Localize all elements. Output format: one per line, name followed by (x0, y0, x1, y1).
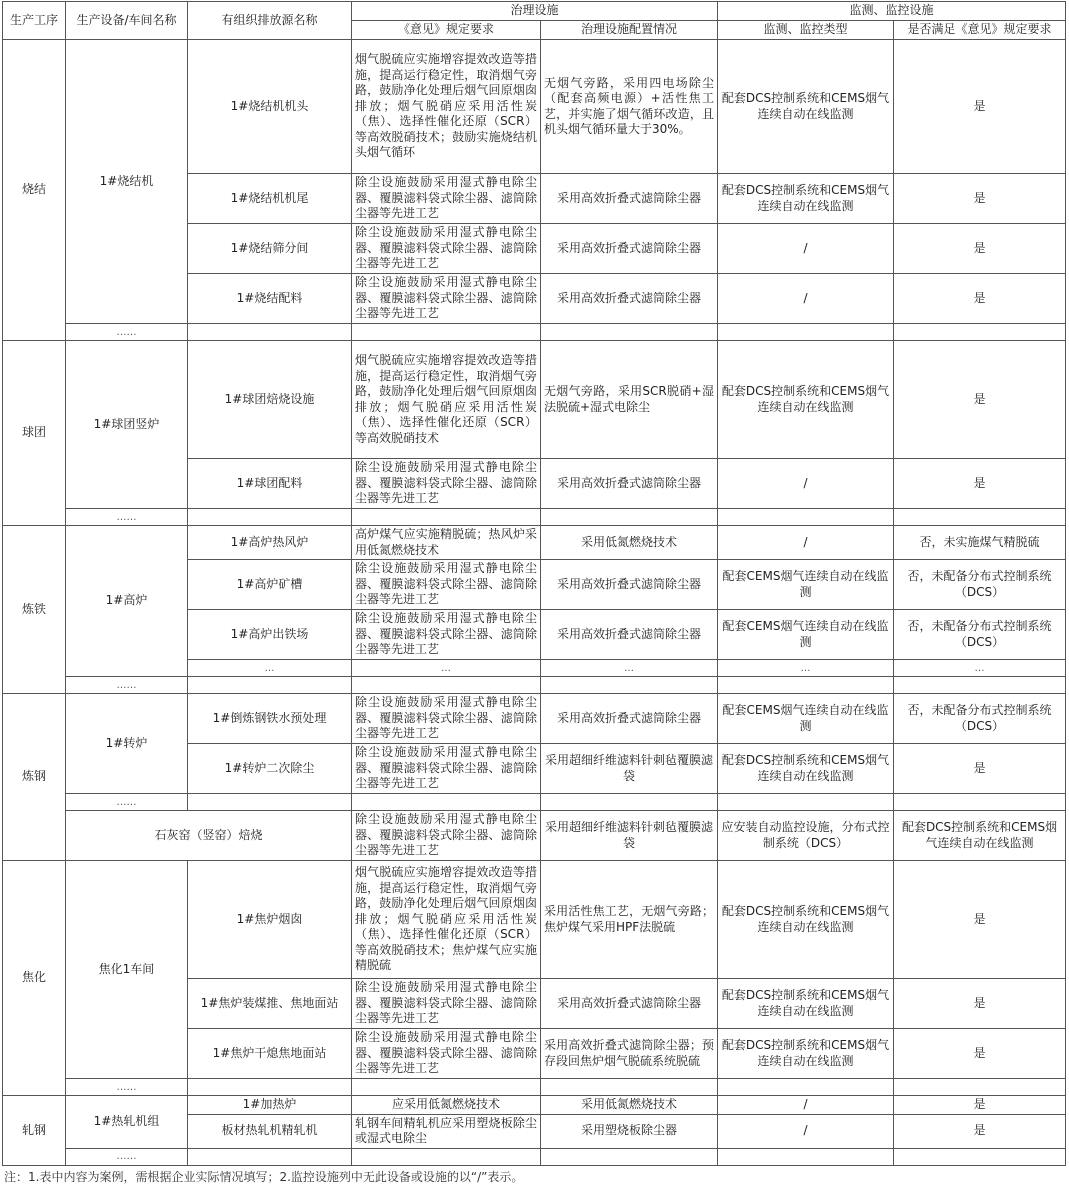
ellipsis-cell: … (718, 660, 894, 677)
requirement-cell: 高炉煤气应实施精脱硫；热风炉采用低氮燃烧技术 (352, 526, 541, 560)
config-cell: 采用高效折叠式滤筒除尘器 (541, 694, 718, 744)
source-cell: 1#高炉出铁场 (188, 610, 352, 660)
source-cell: 1#烧结机机头 (188, 40, 352, 174)
requirement-cell: 除尘设施鼓励采用湿式静电除尘器、覆膜滤料袋式除尘器、滤筒除尘器等先进工艺 (352, 459, 541, 509)
process-cell: 焦化 (3, 861, 66, 1096)
compliance-cell: 是 (894, 1096, 1066, 1115)
compliance-cell: 是 (894, 459, 1066, 509)
header-treatment-group: 治理设施 (352, 2, 718, 21)
compliance-cell: 否，未配备分布式控制系统（DCS） (894, 610, 1066, 660)
requirement-cell: 除尘设施鼓励采用湿式静电除尘器、覆膜滤料袋式除尘器、滤筒除尘器等先进工艺 (352, 560, 541, 610)
compliance-cell: 是 (894, 174, 1066, 224)
config-cell: 采用高效折叠式滤筒除尘器；预存段回焦炉烟气脱硫系统脱硫 (541, 1029, 718, 1079)
config-cell: 无烟气旁路，采用四电场除尘（配套高频电源）+活性焦工艺，并实施了烟气循环改造，且机头烟气循环量大于30%。 (541, 40, 718, 174)
table-row (3, 861, 1066, 979)
config-cell: 采用高效折叠式滤筒除尘器 (541, 560, 718, 610)
compliance-cell: 否，未配备分布式控制系统（DCS） (894, 560, 1066, 610)
config-cell: 采用高效折叠式滤筒除尘器 (541, 979, 718, 1029)
compliance-cell: 是 (894, 1114, 1066, 1148)
compliance-cell: 是 (894, 744, 1066, 794)
source-cell: 1#烧结机机尾 (188, 174, 352, 224)
source-cell: 1#球团配料 (188, 459, 352, 509)
process-cell: 轧钢 (3, 1096, 66, 1166)
config-cell: 采用低氮燃烧技术 (541, 526, 718, 560)
config-cell: 采用高效折叠式滤筒除尘器 (541, 224, 718, 274)
equipment-cell: 1#热轧机组 (66, 1096, 188, 1149)
monitor-type-cell: / (718, 459, 894, 509)
requirement-cell: 除尘设施鼓励采用湿式静电除尘器、覆膜滤料袋式除尘器、滤筒除尘器等先进工艺 (352, 274, 541, 324)
header-row-1 (3, 2, 1066, 21)
ellipsis-cell: … (352, 660, 541, 677)
header-monitoring-group: 监测、监控设施 (718, 2, 1066, 21)
ellipsis-cell: … (894, 660, 1066, 677)
header-monitor-type: 监测、监控类型 (718, 21, 894, 40)
table-row (3, 1096, 1066, 1115)
table-row (3, 341, 1066, 459)
ellipsis-row (3, 1148, 1066, 1165)
ellipsis-cell: … (188, 660, 352, 677)
equipment-cell: 1#烧结机 (66, 40, 188, 324)
ellipsis-cell: …… (66, 1148, 188, 1165)
equipment-cell: 1#球团竖炉 (66, 341, 188, 509)
requirement-cell: 除尘设施鼓励采用湿式静电除尘器、覆膜滤料袋式除尘器、滤筒除尘器等先进工艺 (352, 694, 541, 744)
monitor-type-cell: 配套DCS控制系统和CEMS烟气连续自动在线监测 (718, 979, 894, 1029)
ellipsis-row (3, 509, 1066, 526)
compliance-cell: 是 (894, 40, 1066, 174)
source-cell: 1#高炉热风炉 (188, 526, 352, 560)
monitor-type-cell: 配套DCS控制系统和CEMS烟气连续自动在线监测 (718, 861, 894, 979)
monitor-type-cell: 配套DCS控制系统和CEMS烟气连续自动在线监测 (718, 1029, 894, 1079)
source-cell: 1#球团焙烧设施 (188, 341, 352, 459)
compliance-cell: 是 (894, 274, 1066, 324)
monitor-type-cell: 配套DCS控制系统和CEMS烟气连续自动在线监测 (718, 40, 894, 174)
table-row (3, 694, 1066, 744)
monitor-type-cell: 配套DCS控制系统和CEMS烟气连续自动在线监测 (718, 174, 894, 224)
config-cell: 采用高效折叠式滤筒除尘器 (541, 174, 718, 224)
ellipsis-row (3, 1079, 1066, 1096)
monitor-type-cell: / (718, 274, 894, 324)
source-cell: 1#转炉二次除尘 (188, 744, 352, 794)
config-cell: 采用超细纤维滤料针刺毡覆膜滤袋 (541, 744, 718, 794)
source-cell: 1#焦炉装煤推、焦地面站 (188, 979, 352, 1029)
header-requirement: 《意见》规定要求 (352, 21, 541, 40)
monitor-type-cell: 配套CEMS烟气连续自动在线监测 (718, 694, 894, 744)
process-cell: 炼钢 (3, 694, 66, 861)
compliance-cell: 是 (894, 341, 1066, 459)
ellipsis-cell: …… (66, 677, 188, 694)
ellipsis-cell: …… (66, 1079, 188, 1096)
equipment-cell: 1#转炉 (66, 694, 188, 794)
source-cell: 板材热轧机精轧机 (188, 1114, 352, 1148)
requirement-cell: 烟气脱硫应实施增容提效改造等措施，提高运行稳定性，取消烟气旁路，鼓励净化处理后烟气回原烟囱排放；烟气脱硝应采用活性炭（焦）、选择性催化还原（SCR）等高效脱硝技术 (352, 341, 541, 459)
monitor-type-cell: 应安装自动监控设施，分布式控制系统（DCS） (718, 811, 894, 861)
config-cell: 采用塑烧板除尘器 (541, 1114, 718, 1148)
header-equipment: 生产设备/车间名称 (66, 2, 188, 40)
compliance-cell: 是 (894, 1029, 1066, 1079)
requirement-cell: 除尘设施鼓励采用湿式静电除尘器、覆膜滤料袋式除尘器、滤筒除尘器等先进工艺 (352, 744, 541, 794)
header-source: 有组织排放源名称 (188, 2, 352, 40)
requirement-cell: 除尘设施鼓励采用湿式静电除尘器、覆膜滤料袋式除尘器、滤筒除尘器等先进工艺 (352, 610, 541, 660)
requirement-cell: 除尘设施鼓励采用湿式静电除尘器、覆膜滤料袋式除尘器、滤筒除尘器等先进工艺 (352, 224, 541, 274)
ellipsis-row (3, 794, 1066, 811)
config-cell: 采用超细纤维滤料针刺毡覆膜滤袋 (541, 811, 718, 861)
compliance-cell: 否，未实施煤气精脱硫 (894, 526, 1066, 560)
ellipsis-row (3, 677, 1066, 694)
compliance-cell: 否，未配备分布式控制系统（DCS） (894, 694, 1066, 744)
monitor-type-cell: / (718, 526, 894, 560)
monitor-type-cell: 配套CEMS烟气连续自动在线监测 (718, 560, 894, 610)
config-cell: 采用低氮燃烧技术 (541, 1096, 718, 1115)
monitor-type-cell: 配套DCS控制系统和CEMS烟气连续自动在线监测 (718, 744, 894, 794)
requirement-cell: 烟气脱硫应实施增容提效改造等措施，提高运行稳定性，取消烟气旁路，鼓励净化处理后烟气回原烟囱排放；烟气脱硝应采用活性炭（焦）、选择性催化还原（SCR）等高效脱硝技术；焦炉煤气应实施精脱硫 (352, 861, 541, 979)
compliance-cell: 是 (894, 979, 1066, 1029)
ellipsis-cell: …… (66, 794, 188, 811)
compliance-cell: 配套DCS控制系统和CEMS烟气连续自动在线监测 (894, 811, 1066, 861)
source-cell: 1#焦炉干熄焦地面站 (188, 1029, 352, 1079)
monitor-type-cell: / (718, 1096, 894, 1115)
process-cell: 烧结 (3, 40, 66, 341)
monitor-type-cell: / (718, 1114, 894, 1148)
monitor-type-cell: 配套CEMS烟气连续自动在线监测 (718, 610, 894, 660)
requirement-cell: 除尘设施鼓励采用湿式静电除尘器、覆膜滤料袋式除尘器、滤筒除尘器等先进工艺 (352, 811, 541, 861)
header-compliance: 是否满足《意见》规定要求 (894, 21, 1066, 40)
config-cell: 无烟气旁路，采用SCR脱硝+湿法脱硫+湿式电除尘 (541, 341, 718, 459)
source-cell: 1#高炉矿槽 (188, 560, 352, 610)
compliance-cell: 是 (894, 224, 1066, 274)
table-footnote: 注：1.表中内容为案例，需根据企业实际情况填写；2.监控设施列中无此设备或设施的以“/”表示。 (4, 1169, 524, 1184)
equipment-cell: 焦化1车间 (66, 861, 188, 1079)
compliance-cell: 是 (894, 861, 1066, 979)
config-cell: 采用高效折叠式滤筒除尘器 (541, 274, 718, 324)
process-cell: 炼铁 (3, 526, 66, 694)
ellipsis-cell: …… (66, 509, 188, 526)
header-config: 治理设施配置情况 (541, 21, 718, 40)
ellipsis-row (3, 324, 1066, 341)
emission-table-container (2, 1, 1067, 1187)
source-cell: 1#倒炼钢铁水预处理 (188, 694, 352, 744)
monitor-type-cell: 配套DCS控制系统和CEMS烟气连续自动在线监测 (718, 341, 894, 459)
table-row (3, 526, 1066, 560)
requirement-cell: 除尘设施鼓励采用湿式静电除尘器、覆膜滤料袋式除尘器、滤筒除尘器等先进工艺 (352, 979, 541, 1029)
table-row (3, 811, 1066, 861)
ellipsis-cell: … (541, 660, 718, 677)
emission-source-table (2, 1, 1066, 1166)
source-cell: 1#烧结筛分间 (188, 224, 352, 274)
requirement-cell: 除尘设施鼓励采用湿式静电除尘器、覆膜滤料袋式除尘器、滤筒除尘器等先进工艺 (352, 174, 541, 224)
requirement-cell: 烟气脱硫应实施增容提效改造等措施，提高运行稳定性，取消烟气旁路，鼓励净化处理后烟气回原烟囱排放；烟气脱硝应采用活性炭（焦）、选择性催化还原（SCR）等高效脱硝技术；鼓励实施烧结机头烟气循环 (352, 40, 541, 174)
table-row (3, 40, 1066, 174)
ellipsis-cell: …… (66, 324, 188, 341)
source-cell: 1#焦炉烟囱 (188, 861, 352, 979)
requirement-cell: 除尘设施鼓励采用湿式静电除尘器、覆膜滤料袋式除尘器、滤筒除尘器等先进工艺 (352, 1029, 541, 1079)
config-cell: 采用高效折叠式滤筒除尘器 (541, 459, 718, 509)
source-cell: 1#烧结配料 (188, 274, 352, 324)
monitor-type-cell: / (718, 224, 894, 274)
requirement-cell: 轧钢车间精轧机应采用塑烧板除尘或湿式电除尘 (352, 1114, 541, 1148)
requirement-cell: 应采用低氮燃烧技术 (352, 1096, 541, 1115)
header-process: 生产工序 (3, 2, 66, 40)
source-cell: 石灰窑（竖窑）焙烧 (66, 811, 352, 861)
equipment-cell: 1#高炉 (66, 526, 188, 677)
process-cell: 球团 (3, 341, 66, 526)
config-cell: 采用高效折叠式滤筒除尘器 (541, 610, 718, 660)
config-cell: 采用活性焦工艺，无烟气旁路；焦炉煤气采用HPF法脱硫 (541, 861, 718, 979)
source-cell: 1#加热炉 (188, 1096, 352, 1115)
